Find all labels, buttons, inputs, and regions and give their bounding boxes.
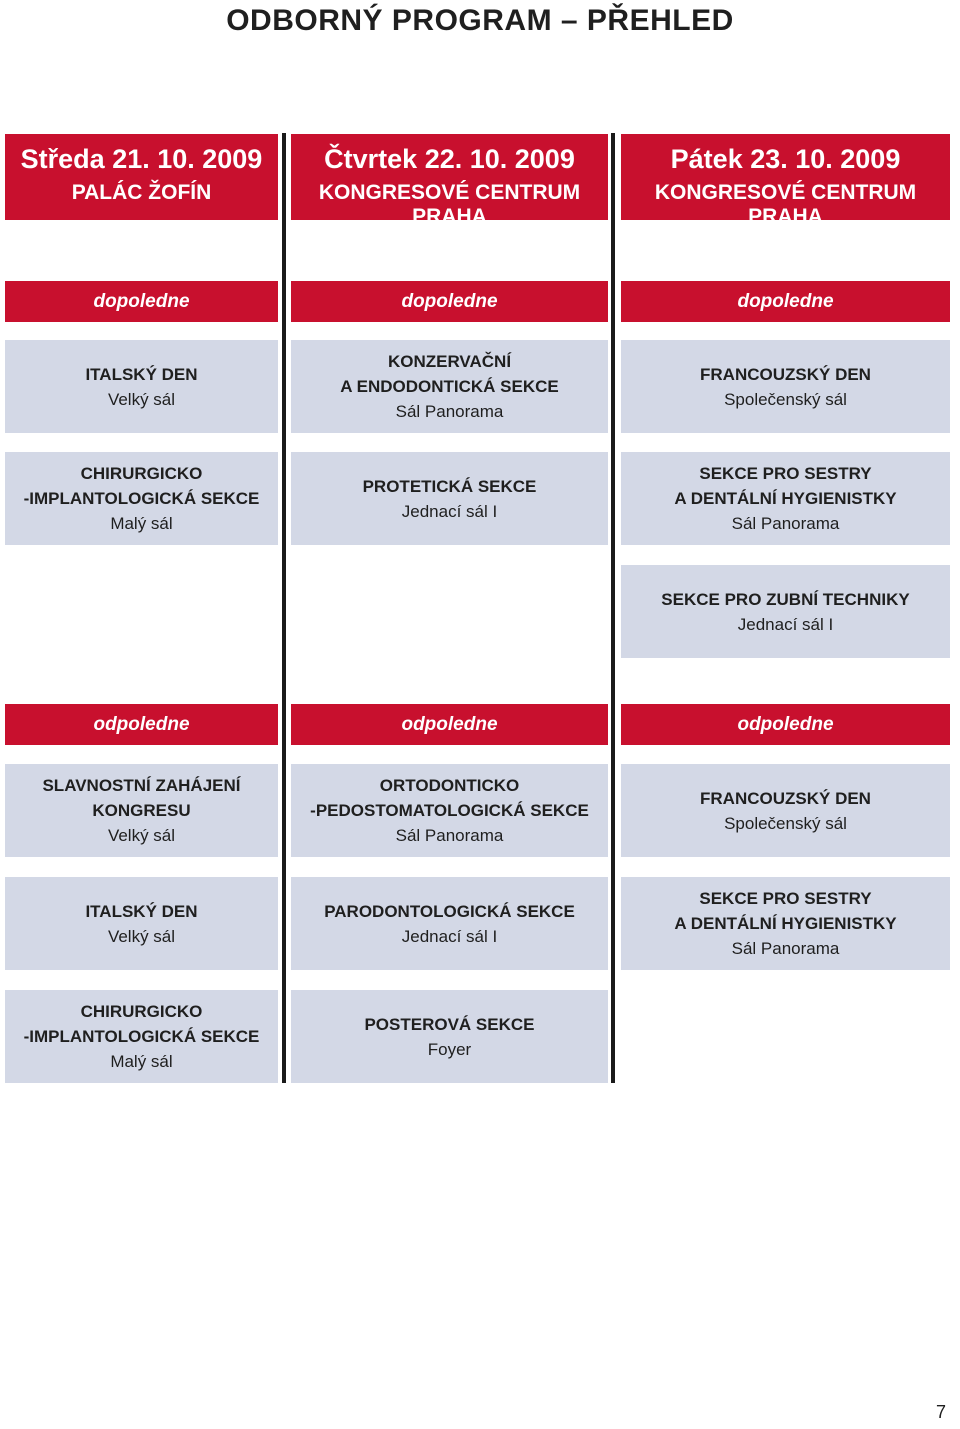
column-divider [282,133,286,1083]
session-title: -IMPLANTOLOGICKÁ SEKCE [23,489,260,508]
afternoon-band: odpoledne [621,704,950,745]
session-cell [291,990,608,1083]
day-header-friday [621,134,950,228]
session-cell [5,764,278,857]
session-title: -IMPLANTOLOGICKÁ SEKCE [23,1027,260,1046]
day-venue: KONGRESOVÉ CENTRUM PRAHA [654,181,917,228]
morning-band: dopoledne [621,281,950,322]
session-title: SEKCE PRO SESTRY [699,889,872,908]
session-room: Malý sál [110,1052,173,1071]
session-title: PARODONTOLOGICKÁ SEKCE [324,901,575,921]
day-header-wednesday [5,134,278,220]
session-cell [621,877,950,970]
session-title: POSTEROVÁ SEKCE [364,1014,535,1034]
session-room: Malý sál [110,514,173,533]
session-title: CHIRURGICKO [80,1002,203,1021]
page-number: 7 [935,1402,946,1422]
session-room: Sál Panorama [395,826,504,845]
day-date: Pátek 23. 10. 2009 [670,144,901,174]
session-title: SLAVNOSTNÍ ZAHÁJENÍ [42,776,241,795]
session-cell [621,452,950,545]
session-title: ITALSKÝ DEN [85,901,198,921]
session-room: Sál Panorama [731,939,840,958]
morning-band: dopoledne [5,281,278,322]
session-cell [621,565,950,658]
page-title: ODBORNÝ PROGRAM – PŘEHLED [226,4,734,37]
session-cell [5,452,278,545]
session-room: Foyer [427,1039,472,1059]
session-cell [621,764,950,857]
session-cell [291,452,608,545]
session-cell [5,990,278,1083]
session-title: PROTETICKÁ SEKCE [362,476,537,496]
session-room: Společenský sál [724,389,847,409]
session-title: CHIRURGICKO [80,464,203,483]
session-cell [291,340,608,433]
session-room: Jednací sál I [737,614,834,634]
afternoon-band: odpoledne [291,704,608,745]
day-date: Středa 21. 10. 2009 [20,144,263,174]
day-date: Čtvrtek 22. 10. 2009 [324,144,575,174]
session-title: FRANCOUZSKÝ DEN [700,364,871,384]
session-title: SEKCE PRO SESTRY [699,464,872,483]
session-cell [621,340,950,433]
session-room: Jednací sál I [401,501,498,521]
afternoon-band: odpoledne [5,704,278,745]
session-title: A DENTÁLNÍ HYGIENISTKY [674,489,897,508]
session-cell [5,877,278,970]
session-room: Sál Panorama [395,402,504,421]
session-cell [291,877,608,970]
day-venue: PALÁC ŽOFÍN [71,181,212,204]
session-title: KONGRESU [92,801,191,820]
session-room: Jednací sál I [401,926,498,946]
session-title: ORTODONTICKO [379,776,520,795]
column-divider [611,133,615,1083]
session-room: Společenský sál [724,813,847,833]
session-title: A DENTÁLNÍ HYGIENISTKY [674,914,897,933]
day-header-thursday [291,134,608,228]
day-venue: KONGRESOVÉ CENTRUM PRAHA [318,181,581,228]
session-title: -PEDOSTOMATOLOGICKÁ SEKCE [310,801,589,820]
morning-band: dopoledne [291,281,608,322]
session-room: Velký sál [107,926,176,946]
session-cell [5,340,278,433]
session-room: Velký sál [107,389,176,409]
session-title: FRANCOUZSKÝ DEN [700,788,871,808]
session-title: ITALSKÝ DEN [85,364,198,384]
session-room: Sál Panorama [731,514,840,533]
session-title: SEKCE PRO ZUBNÍ TECHNIKY [661,589,910,609]
session-room: Velký sál [107,826,176,845]
session-title: A ENDODONTICKÁ SEKCE [340,377,559,396]
session-cell [291,764,608,857]
session-title: KONZERVAČNÍ [387,352,512,371]
